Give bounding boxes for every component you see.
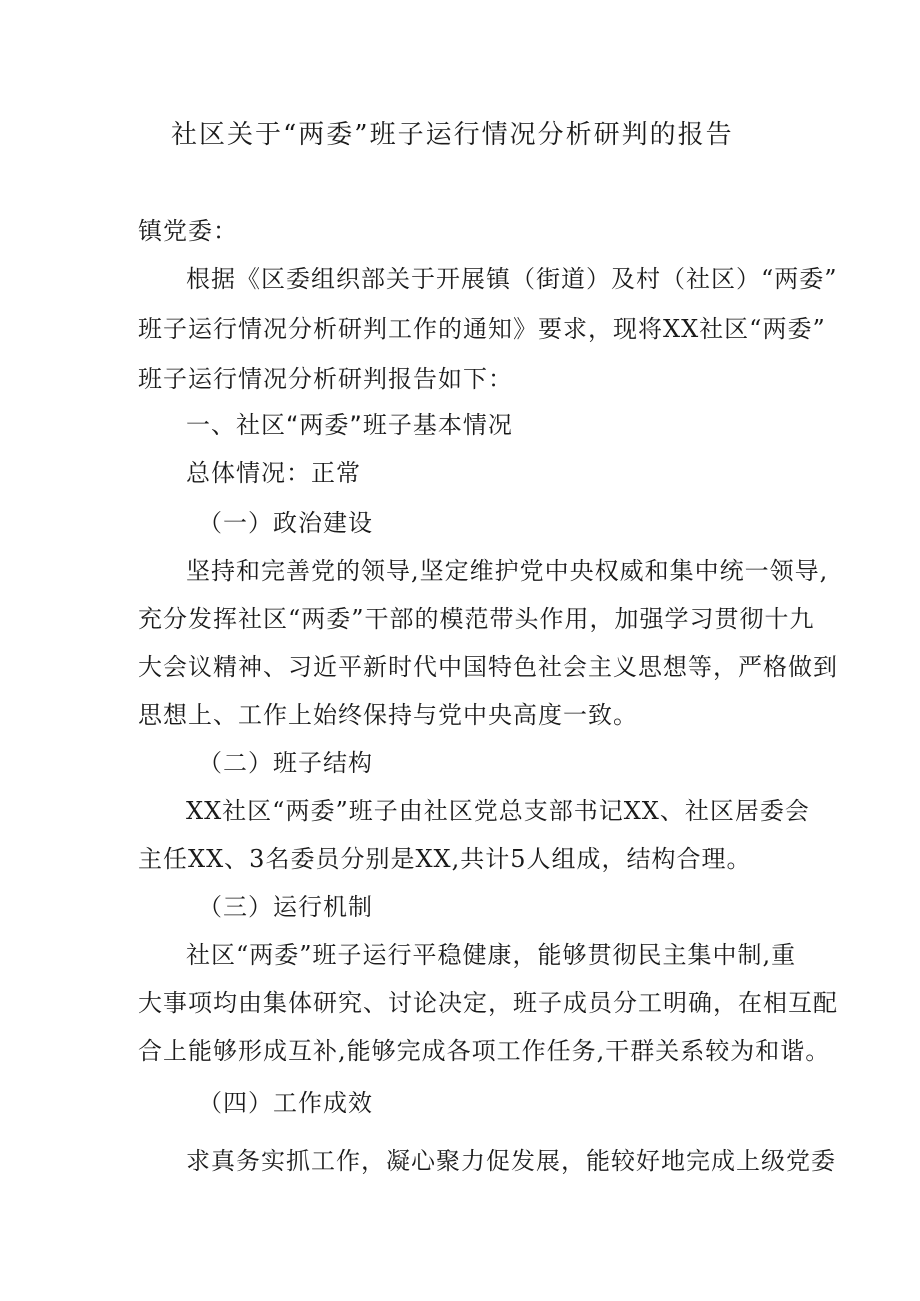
subsection-heading-structure: （二）班子结构	[198, 749, 373, 777]
paragraph-line: 充分发挥社区“两委”干部的模范带头作用，加强学习贯彻十九	[138, 605, 815, 633]
paragraph-line: 大会议精神、习近平新时代中国特色社会主义思想等，严格做到	[138, 653, 838, 681]
subsection-heading-political: （一）政治建设	[198, 509, 373, 537]
subsection-heading-results: （四）工作成效	[198, 1089, 373, 1117]
salutation: 镇党委：	[138, 217, 238, 245]
paragraph-line: XX社区“两委”班子由社区党总支部书记XX、社区居委会	[186, 797, 810, 825]
paragraph-line: 主任XX、3名委员分别是XX,共计5人组成，结构合理。	[138, 845, 752, 873]
paragraph-line: 大事项均由集体研究、讨论决定，班子成员分工明确，在相互配	[138, 989, 838, 1017]
intro-line-2: 班子运行情况分析研判工作的通知》要求，现将XX社区“两委”	[138, 315, 826, 343]
paragraph-line: 思想上、工作上始终保持与党中央高度一致。	[138, 701, 638, 729]
document-title: 社区关于“两委”班子运行情况分析研判的报告	[171, 120, 734, 150]
intro-line-3: 班子运行情况分析研判报告如下：	[138, 365, 513, 393]
overall-status: 总体情况：正常	[186, 459, 361, 487]
paragraph-line: 社区“两委”班子运行平稳健康，能够贯彻民主集中制,重	[186, 941, 797, 969]
section-heading-1: 一、社区“两委”班子基本情况	[186, 411, 513, 439]
subsection-heading-mechanism: （三）运行机制	[198, 893, 373, 921]
intro-line-1: 根据《区委组织部关于开展镇（街道）及村（社区）“两委”	[186, 265, 838, 293]
paragraph-line: 坚持和完善党的领导,坚定维护党中央权威和集中统一领导,	[186, 557, 829, 585]
paragraph-line: 合上能够形成互补,能够完成各项工作任务,干群关系较为和谐。	[138, 1037, 831, 1065]
paragraph-line: 求真务实抓工作，凝心聚力促发展，能较好地完成上级党委	[186, 1147, 836, 1175]
